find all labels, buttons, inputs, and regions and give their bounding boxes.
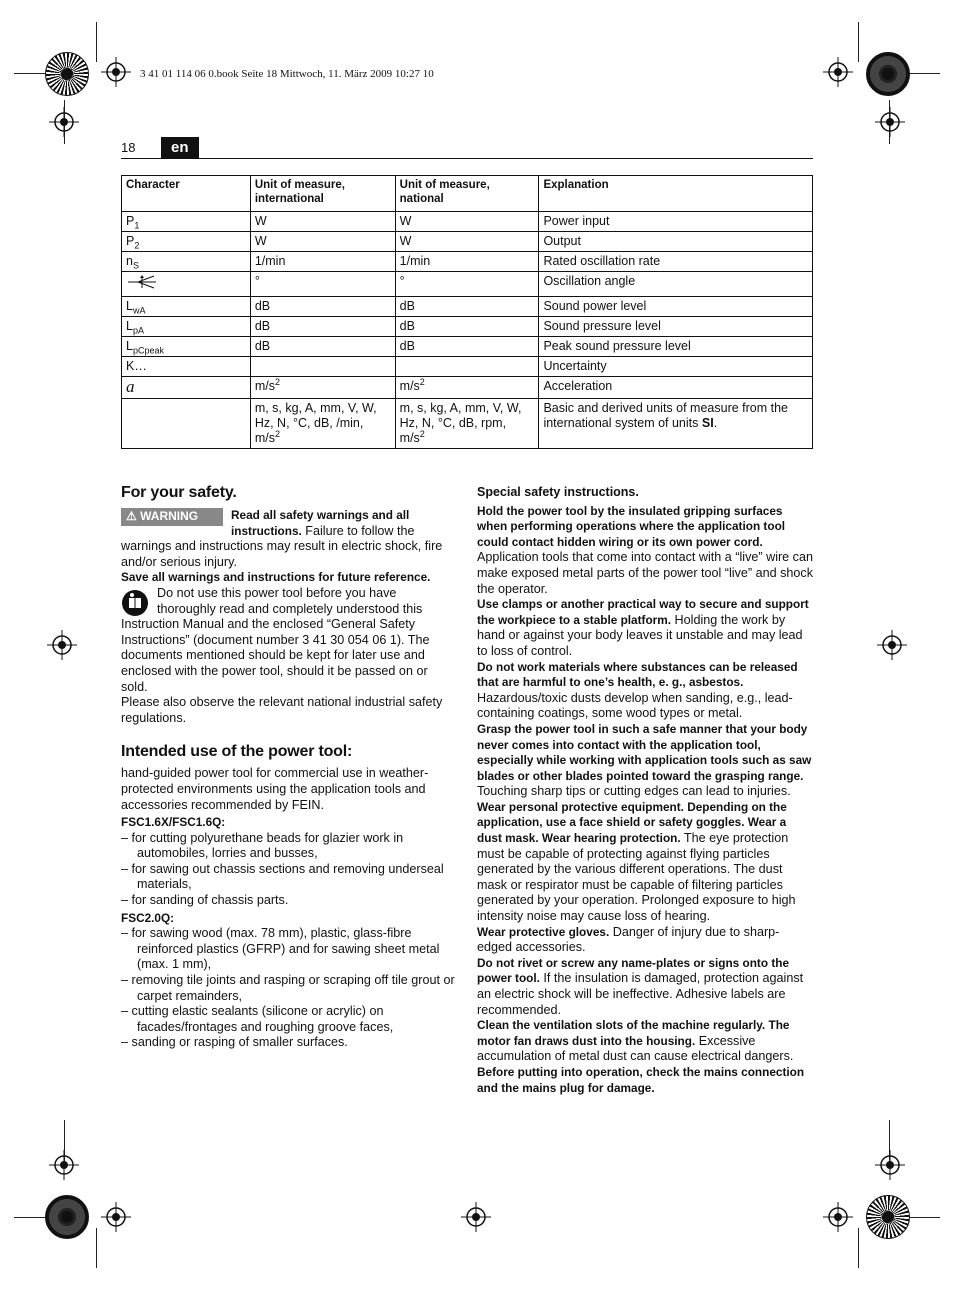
explanation: Uncertainty — [539, 357, 813, 377]
explanation: Oscillation angle — [539, 272, 813, 297]
registration-star-icon — [45, 52, 89, 96]
unit-international: ° — [250, 272, 395, 297]
character-subscript: pCpeak — [132, 345, 164, 356]
unit-international: m, s, kg, A, mm, V, W, Hz, N, °C, dB, /min, m/s — [254, 401, 377, 445]
safety-paragraph: Wear protective gloves. Danger of injury due to sharp-edged accessories. — [477, 924, 780, 955]
character-symbol: L — [126, 299, 133, 313]
character-subscript: 2 — [134, 240, 140, 251]
explanation: Sound power level — [539, 297, 813, 317]
table-row: m, s, kg, A, mm, V, W, Hz, N, °C, dB, /min, $m/s^2$ m, s, kg, A, mm, V, W, Hz, N, °C, dB, rpm, $m/s^2$ Basic and derived units of measure from the international system of units SI. — [122, 399, 813, 449]
registration-star-icon — [45, 1195, 89, 1239]
table-row — [122, 272, 813, 297]
table-row — [122, 357, 813, 377]
explanation: Sound pressure level — [539, 317, 813, 337]
oscillation-angle-icon — [126, 274, 158, 290]
unit-national: dB — [395, 337, 539, 357]
safety-paragraph: Grasp the power tool in such a safe manner that your body never comes into contact with the application tool, especially while working with application tools such as saw blades or other blades pointed toward the grasping range. Touching sharp tips or cutting edges can lead to injuries. — [477, 721, 812, 799]
model-fsc16: FSC1.6X/FSC1.6Q: — [121, 815, 226, 830]
table-row: a $m/s^2$ $m/s^2$ Acceleration — [122, 377, 813, 399]
warning-body-text: Failure to follow the warnings and instructions may result in electric shock, fire and/or serious injury. — [121, 523, 443, 569]
unit-national: dB — [395, 317, 539, 337]
page-number: 18 — [121, 140, 136, 155]
character-subscript: S — [132, 260, 139, 271]
list-item: – for sanding of chassis parts. — [121, 893, 289, 908]
registration-mark-icon — [875, 1150, 905, 1180]
unit-national: W — [395, 212, 539, 232]
unit-national: ° — [395, 272, 539, 297]
table-row — [122, 252, 813, 272]
special-safety-heading: Special safety instructions. — [477, 485, 639, 499]
registration-mark-icon — [101, 57, 131, 87]
unit-international: dB — [250, 337, 395, 357]
registration-mark-icon — [461, 1202, 491, 1232]
safety-paragraph: Do not work materials where substances can be released that are harmful to one’s health, e. g., asbestos. Hazardous/toxic dusts develop when sanding, e.g., lead-containing coatings, some wood types or metal. — [477, 659, 798, 721]
character-symbol: L — [126, 319, 133, 333]
explanation-bold: SI — [701, 416, 714, 430]
explanation: Output — [539, 232, 813, 252]
safety-heading: For your safety. — [121, 484, 237, 501]
print-header: 3 41 01 114 06 0.book Seite 18 Mittwoch, 11. März 2009 10:27 10 — [140, 68, 434, 80]
character-symbol: K… — [126, 359, 147, 373]
list-item: – for sawing wood (max. 78 mm), plastic, glass-fibre reinforced plastics (GFRP) and for sawing sheet metal (max. 1 mm), — [121, 926, 440, 972]
warning-icon: ⚠ — [126, 509, 137, 523]
registration-mark-icon — [875, 107, 905, 137]
unit-international: W — [250, 212, 395, 232]
warning-bold-text: Read all safety warnings and all instructions. — [231, 508, 410, 538]
unit-international: dB — [250, 317, 395, 337]
left-column — [121, 483, 456, 1051]
model-fsc20: FSC2.0Q: — [121, 910, 175, 925]
intended-use-heading: Intended use of the power tool: — [121, 743, 353, 761]
warning-text: WARNING — [140, 509, 199, 523]
table-header: Unit of measure, national — [395, 176, 539, 212]
safety-paragraph: Clean the ventilation slots of the machine regularly. The motor fan draws dust into the housing. Excessive accumulation of metal dust can cause electrical dangers. — [477, 1018, 794, 1064]
unit-national: dB — [395, 297, 539, 317]
list-item: – cutting elastic sealants (silicone or acrylic) on facades/frontages and roughing groove faces, — [121, 1004, 394, 1034]
explanation: Peak sound pressure level — [539, 337, 813, 357]
safety-paragraph: Before putting into operation, check the mains connection and the mains plug for damage. — [477, 1064, 805, 1095]
character-subscript: wA — [132, 305, 146, 316]
registration-mark-icon — [823, 1202, 853, 1232]
explanation: Acceleration — [539, 377, 813, 399]
unit-national: W — [395, 232, 539, 252]
list-item: – for cutting polyurethane beads for glazier work in automobiles, lorries and busses, — [121, 830, 404, 861]
registration-star-icon — [866, 52, 910, 96]
character-symbol: L — [126, 339, 133, 353]
read-manual-icon — [121, 589, 149, 617]
table-header: Character — [122, 176, 251, 212]
safety-paragraph: Use clamps or another practical way to secure and support the workpiece to a stable platform. Holding the work by hand or against your body leaves it unstable and may lead to loss of control. — [477, 597, 809, 658]
character-symbol: a — [126, 377, 135, 396]
character-subscript: pA — [132, 325, 144, 336]
unit-international — [250, 357, 395, 377]
list-item: – sanding or rasping of smaller surfaces. — [121, 1035, 348, 1050]
registration-star-icon — [866, 1195, 910, 1239]
save-instructions: Save all warnings and instructions for future reference. — [121, 570, 431, 585]
table-header: Unit of measure, international — [250, 176, 395, 212]
table-row — [122, 232, 813, 252]
unit-national: m/s — [399, 379, 420, 393]
registration-mark-icon — [49, 107, 79, 137]
table-header-row — [122, 176, 813, 212]
table-row — [122, 337, 813, 357]
registration-mark-icon — [47, 630, 77, 660]
unit-international: dB — [250, 297, 395, 317]
table-row — [122, 297, 813, 317]
character-symbol: n — [126, 254, 133, 268]
character-symbol: P — [126, 234, 135, 248]
units-table — [121, 175, 813, 449]
table-header: Explanation — [539, 176, 813, 212]
header-rule — [121, 158, 813, 159]
registration-mark-icon — [823, 57, 853, 87]
unit-national: m, s, kg, A, mm, V, W, Hz, N, °C, dB, rpm, m/s — [399, 401, 522, 445]
list-item: – for sawing out chassis sections and removing underseal materials, — [121, 861, 444, 892]
safety-paragraph: Hold the power tool by the insulated gripping surfaces when performing operations where the application tool could contact hidden wiring or its own power cord. Application tools that come into contact with a “live” wire can make exposed metal parts of the power tool “live” and shock the operator. — [477, 503, 814, 596]
right-column — [477, 485, 813, 1096]
registration-mark-icon — [877, 630, 907, 660]
warning-label — [121, 508, 223, 526]
safety-paragraph: Do not rivet or screw any name-plates or signs onto the power tool. If the insulation is damaged, protection against an electric shock will be ineffective. Adhesive labels are recommended. — [477, 955, 804, 1017]
explanation: Power input — [539, 212, 813, 232]
unit-international: W — [250, 232, 395, 252]
character-symbol: P — [126, 214, 135, 228]
registration-mark-icon — [101, 1202, 131, 1232]
manual-text: Do not use this power tool before you have thoroughly read and completely understood this Instruction Manual and the enclosed “General Safety Instructions” (document number 3 41 30 054 06 1). The documents mentioned should be kept for later use and enclosed with the power tool, should it be passed on or sold. — [121, 585, 430, 694]
intended-use-text: hand-guided power tool for commercial use in weather-protected environments using the application tools and accessories recommended by FEIN. — [121, 766, 429, 812]
registration-mark-icon — [49, 1150, 79, 1180]
unit-international: m/s — [254, 379, 275, 393]
explanation: Basic and derived units of measure from the international system of units — [543, 401, 789, 430]
language-tab: en — [161, 137, 199, 159]
list-item: – removing tile joints and rasping or scraping off tile grout or carpet remainders, — [121, 973, 455, 1003]
table-row — [122, 212, 813, 232]
unit-national: 1/min — [395, 252, 539, 272]
unit-national — [395, 357, 539, 377]
national-regulations: Please also observe the relevant national industrial safety regulations. — [121, 695, 443, 725]
unit-international: 1/min — [250, 252, 395, 272]
character-subscript: 1 — [134, 220, 140, 231]
table-row — [122, 317, 813, 337]
explanation: Rated oscillation rate — [539, 252, 813, 272]
safety-paragraph: Wear personal protective equipment. Depending on the application, use a face shield or safety goggles. Wear a dust mask. Wear hearing protection. The eye protection must be capable of protecting against flying particles generated by the various different operations. The dust mask or respirator must be capable of filtering particles generated by your operation. Prolonged exposure to high intensity noise may cause loss of hearing. — [477, 799, 796, 924]
